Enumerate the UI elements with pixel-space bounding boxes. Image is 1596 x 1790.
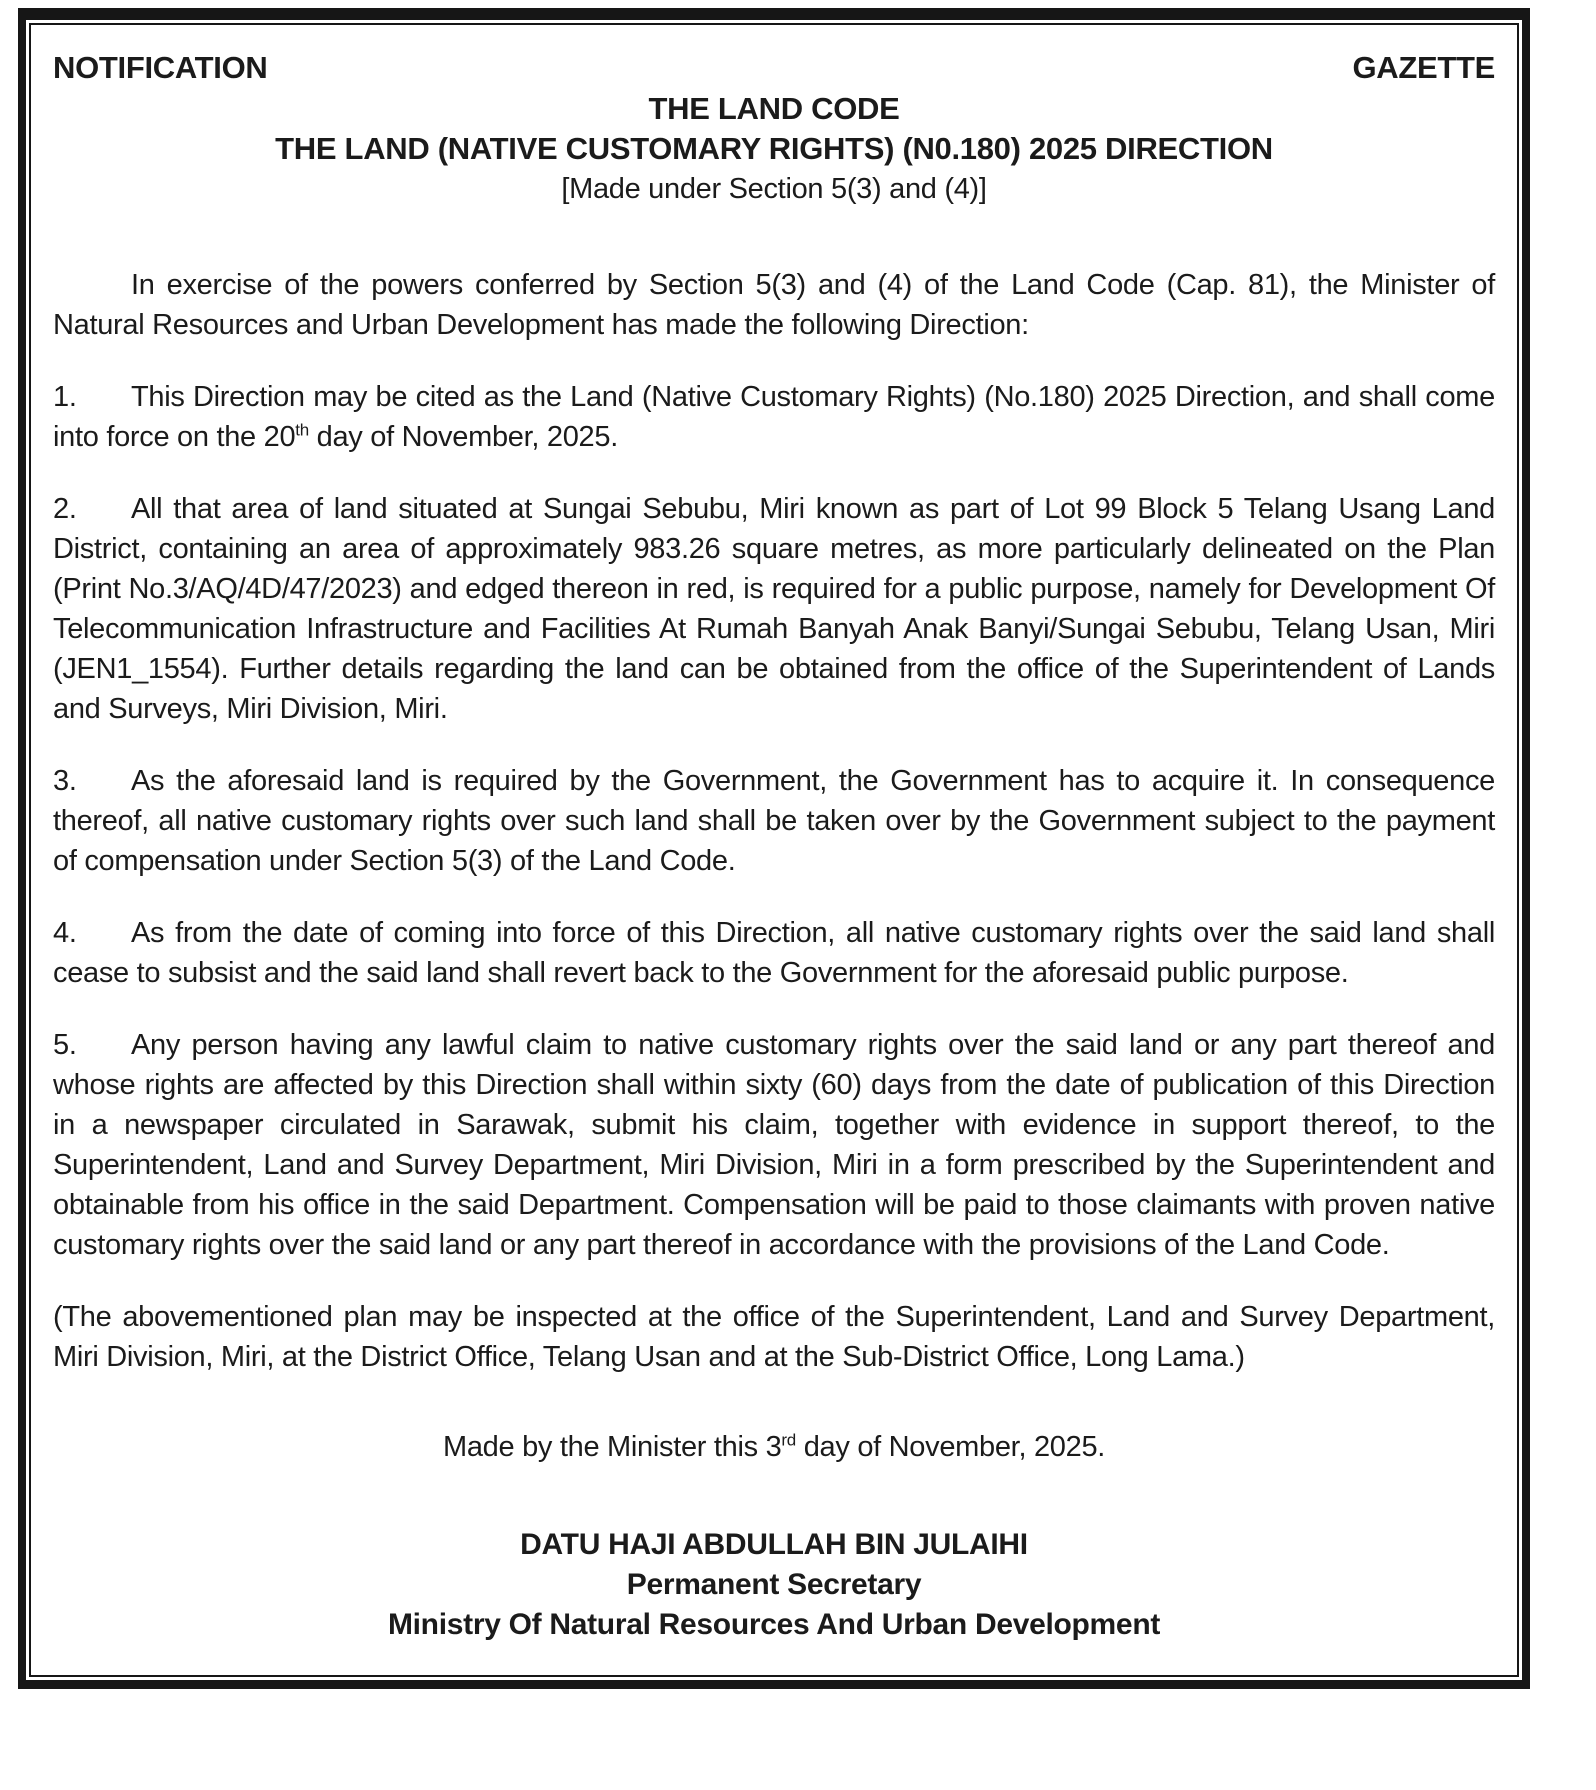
signature-block <box>53 1525 1495 1645</box>
paragraph-1-ordinal-suffix: th <box>295 420 309 440</box>
title-land-code: THE LAND CODE <box>648 91 900 126</box>
paragraph-3 <box>53 761 1495 881</box>
title-block <box>53 89 1495 209</box>
header-row <box>53 49 1495 87</box>
signatory-name: DATU HAJI ABDULLAH BIN JULAIHI <box>520 1528 1028 1561</box>
paragraph-2 <box>53 489 1495 729</box>
made-by-text: Made by the Minister this 3 <box>442 1431 782 1463</box>
paragraph-4 <box>53 913 1495 993</box>
plan-inspection-note: (The abovementioned plan may be inspected at the office of the Superintendent, Land and Survey Department, Miri Division, Miri, at the District Office, Telang Usan and at the Sub-District Office, Long Lama.) <box>53 1301 1495 1373</box>
paragraph-5-number: 5. <box>53 1029 77 1061</box>
inner-border <box>29 23 1519 1677</box>
gazette-label: GAZETTE <box>1352 50 1495 85</box>
made-by-ordinal-suffix: rd <box>781 1430 796 1450</box>
made-by-line <box>53 1427 1495 1467</box>
paragraph-1 <box>53 377 1495 457</box>
paragraph-1-text-end: day of November, 2025. <box>308 421 618 453</box>
paragraph-5-text: Any person having any lawful claim to native customary rights over the said land or any part thereof and whose rights are affected by this Direction shall within sixty (60) days from the date of publication of this Direction in a newspaper circulated in Sarawak, submit his claim, together with evidence in support thereof, to the Superintendent, Land and Survey Department, Miri Division, Miri in a form prescribed by the Superintendent and obtainable from his office in the said Department. Compensation will be paid to those claimants with proven native customary rights over the said land or any part thereof in accordance with the provisions of the Land Code. <box>53 1029 1495 1261</box>
signatory-title: Permanent Secretary <box>626 1568 922 1601</box>
title-made-under-section: [Made under Section 5(3) and (4)] <box>561 173 987 205</box>
gazette-page <box>18 8 1530 1689</box>
paragraph-3-text: As the aforesaid land is required by the Government, the Government has to acquire it. In consequence thereof, all native customary rights over such land shall be taken over by the Government subject to the payment of compensation under Section 5(3) of the Land Code. <box>53 765 1495 877</box>
title-direction: THE LAND (NATIVE CUSTOMARY RIGHTS) (N0.180) 2025 DIRECTION <box>275 131 1273 166</box>
outer-border <box>18 8 1530 1689</box>
notification-content <box>31 25 1517 1675</box>
paragraph-4-text: As from the date of coming into force of this Direction, all native customary rights over the said land shall cease to subsist and the said land shall revert back to the Government for the aforesaid public purpose. <box>53 917 1495 989</box>
paragraph-4-number: 4. <box>53 917 77 949</box>
made-by-text-end: day of November, 2025. <box>795 1431 1106 1463</box>
paragraph-2-text: All that area of land situated at Sungai Sebubu, Miri known as part of Lot 99 Block 5 Telang Usang Land District, containing an area of approximately 983.26 square metres, as more particularly delineated on the Plan (Print No.3/AQ/4D/47/2023) and edged thereon in red, is required for a public purpose, namely for Development Of Telecommunication Infrastructure and Facilities At Rumah Banyah Anak Banyi/Sungai Sebubu, Telang Usan, Miri (JEN1_1554). Further details regarding the land can be obtained from the office of the Superintendent of Lands and Surveys, Miri Division, Miri. <box>53 493 1495 725</box>
paragraph-1-number: 1. <box>53 381 77 413</box>
notification-label: NOTIFICATION <box>53 50 268 85</box>
paragraph-3-number: 3. <box>53 765 77 797</box>
intro-paragraph: In exercise of the powers conferred by Section 5(3) and (4) of the Land Code (Cap. 81), the Minister of Natural Resources and Urban Development has made the following Direction: <box>53 269 1495 341</box>
signatory-ministry: Ministry Of Natural Resources And Urban Development <box>387 1608 1161 1641</box>
paragraph-2-number: 2. <box>53 493 77 525</box>
paragraph-1-text: This Direction may be cited as the Land (Native Customary Rights) (No.180) 2025 Direction, and shall come into force on the 20 <box>53 381 1495 453</box>
paragraph-5 <box>53 1025 1495 1265</box>
